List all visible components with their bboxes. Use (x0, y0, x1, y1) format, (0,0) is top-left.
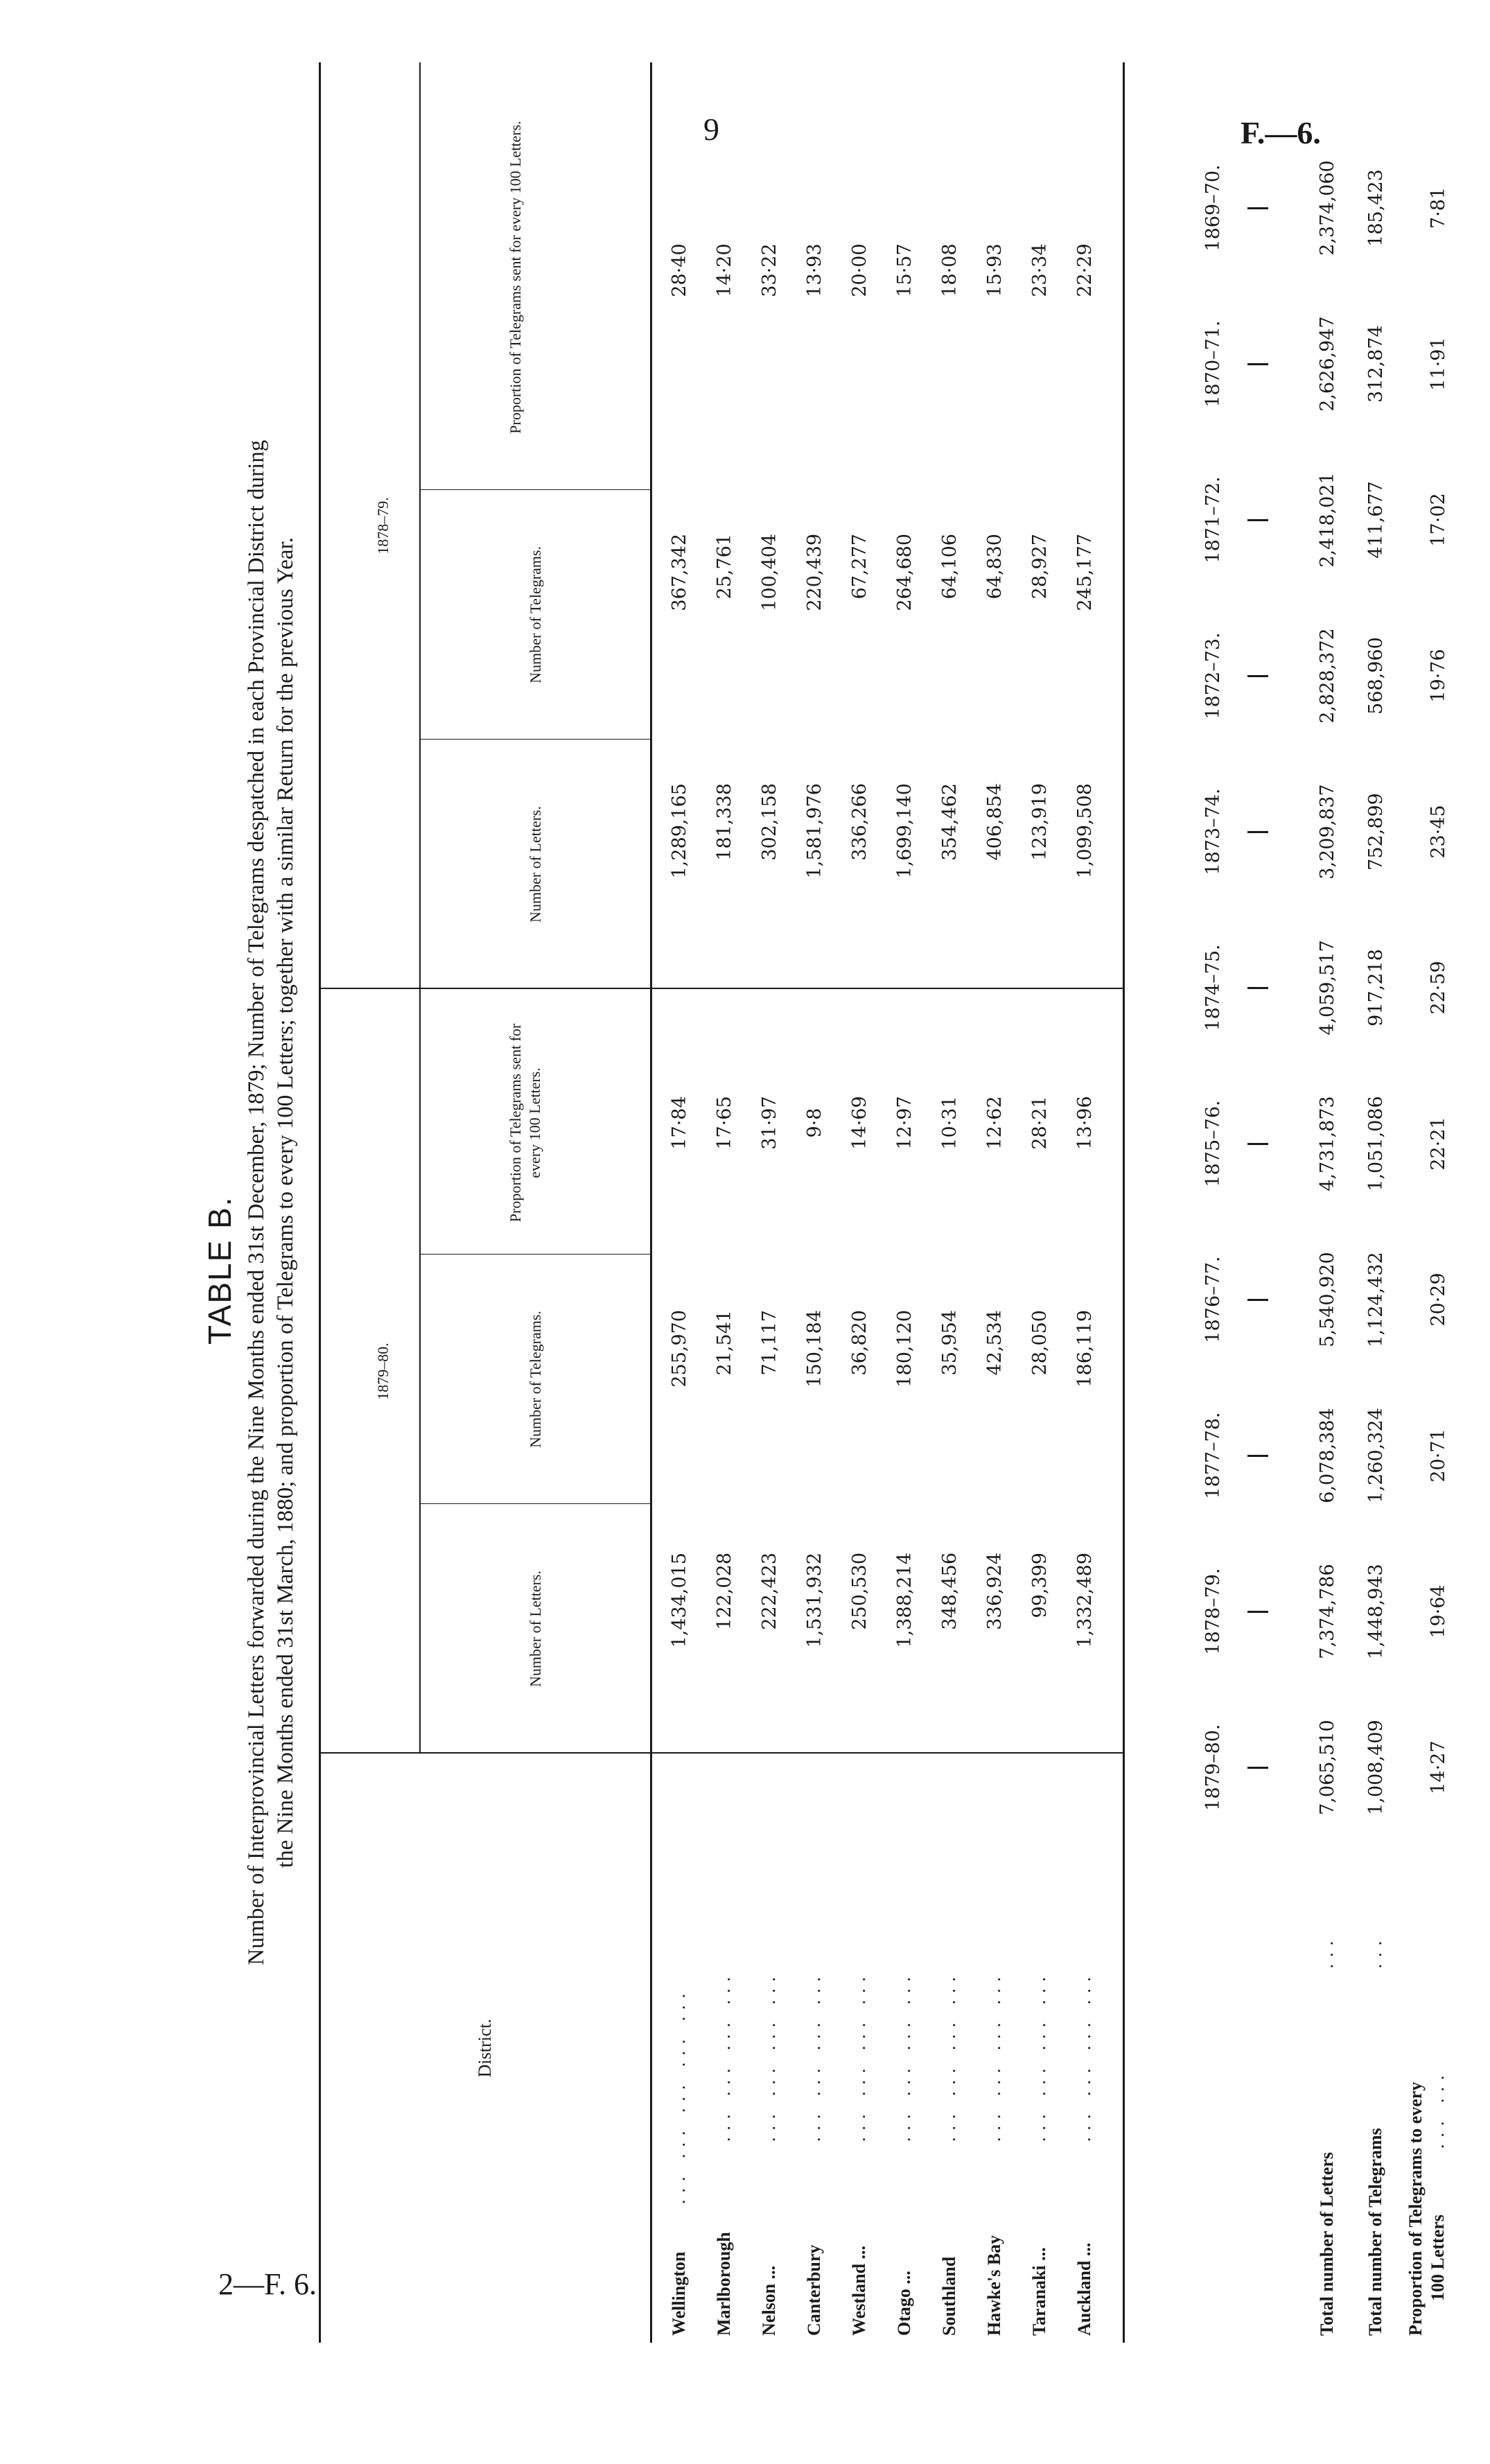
year-dash (1247, 1299, 1268, 1301)
cell-letters-1878: 1,699,140 (894, 783, 915, 879)
cell-telegrams-1879: 42,534 (984, 1310, 1006, 1376)
cell-letters-1878: 354,462 (939, 783, 961, 861)
cell-telegrams-1879: 150,184 (804, 1310, 825, 1388)
summary-cell: 1,051,086 (1365, 1096, 1387, 1191)
cell-proportion-1879: 17·84 (669, 1096, 690, 1150)
cell-proportion-1879: 14·69 (849, 1096, 870, 1150)
cell-proportion-1879: 17·65 (714, 1096, 735, 1150)
col-header-letters-1878: Number of Letters. (527, 806, 544, 923)
district-name: Southland (939, 2256, 959, 2336)
summary-cell: 917,218 (1365, 949, 1387, 1026)
leader-dots: ... ... ... ... (1029, 1970, 1049, 2142)
cell-telegrams-1878: 28,927 (1029, 534, 1051, 600)
cell-proportion-1879: 12·97 (894, 1096, 915, 1150)
cell-proportion-1878: 18·08 (939, 243, 961, 297)
cell-letters-1878: 1,099,508 (1074, 783, 1096, 879)
summary-cell: 7,374,786 (1317, 1564, 1338, 1659)
summary-cell: 17·02 (1428, 493, 1449, 547)
summary-cell: 19·64 (1428, 1584, 1449, 1639)
district-name: Taranaki ... (1029, 2247, 1049, 2336)
cell-letters-1879: 122,028 (714, 1553, 735, 1630)
cell-telegrams-1878: 100,404 (759, 534, 780, 611)
summary-cell: 20·71 (1428, 1428, 1449, 1483)
summary-cell: 14·27 (1428, 1740, 1449, 1794)
summary-year-header: 1870–71. (1202, 320, 1224, 408)
cell-letters-1879: 222,423 (759, 1553, 780, 1630)
cell-telegrams-1879: 21,541 (714, 1310, 735, 1376)
group-header-1879-80: 1879–80. (374, 1343, 392, 1400)
summary-cell: 23·45 (1428, 805, 1449, 859)
cell-letters-1879: 1,531,932 (804, 1553, 825, 1648)
leader-dots: ... (1317, 1934, 1337, 1968)
summary-cell: 4,059,517 (1317, 940, 1338, 1036)
table-top-rule (319, 62, 321, 2343)
rotated-table-page (201, 62, 1490, 2343)
leader-dots: ... ... ... ... (714, 1970, 734, 2142)
summary-cell: 568,960 (1365, 637, 1387, 715)
summary-year-header: 1873–74. (1202, 788, 1224, 875)
summary-cell: 7·81 (1428, 186, 1449, 229)
cell-letters-1878: 123,919 (1029, 783, 1051, 861)
cell-proportion-1879: 28·21 (1029, 1096, 1051, 1150)
district-name: Westland ... (849, 2245, 869, 2336)
cell-proportion-1879: 9·8 (804, 1108, 825, 1138)
summary-row-label-cont: 100 Letters (1428, 2214, 1448, 2301)
summary-row-label: Total number of Telegrams (1365, 2128, 1385, 2336)
summary-cell: 22·59 (1428, 961, 1449, 1015)
cell-proportion-1878: 13·93 (804, 243, 825, 297)
cell-telegrams-1878: 64,106 (939, 534, 961, 600)
cell-proportion-1878: 20·00 (849, 243, 870, 297)
cell-letters-1879: 336,924 (984, 1553, 1006, 1630)
cell-letters-1879: 1,332,489 (1074, 1553, 1096, 1648)
cell-telegrams-1879: 35,954 (939, 1310, 961, 1376)
group-header-rule (419, 62, 421, 1754)
leader-dots: ... ... ... ... ... (669, 1986, 689, 2204)
summary-cell: 185,423 (1365, 169, 1387, 247)
table-title: TABLE B. (202, 1196, 238, 1345)
cell-proportion-1879: 31·97 (759, 1096, 780, 1150)
cell-telegrams-1879: 180,120 (894, 1310, 915, 1388)
cell-telegrams-1878: 67,277 (849, 534, 870, 600)
summary-cell: 2,374,060 (1317, 160, 1338, 256)
col-header-telegrams-1878: Number of Telegrams. (527, 546, 544, 683)
summary-cell: 2,828,372 (1317, 628, 1338, 724)
summary-cell: 752,899 (1365, 793, 1387, 871)
summary-cell: 2,626,947 (1317, 316, 1338, 412)
summary-cell: 7,065,510 (1317, 1720, 1338, 1815)
cell-proportion-1878: 23·34 (1029, 243, 1051, 297)
summary-year-header: 1877–78. (1202, 1412, 1224, 1499)
year-dash (1247, 363, 1268, 365)
year-dash (1247, 207, 1268, 209)
cell-letters-1878: 302,158 (759, 783, 780, 861)
leader-dots: ... (1365, 1934, 1385, 1968)
cell-telegrams-1878: 64,830 (984, 534, 1006, 600)
col-header-proportion-1879: Proportion of Telegrams sent for every 100 Letters. (507, 1023, 543, 1223)
year-dash (1247, 1767, 1268, 1769)
col-header-letters-1879: Number of Letters. (527, 1571, 544, 1687)
table-bottom-rule (1123, 62, 1125, 2343)
summary-year-header: 1872–73. (1202, 632, 1224, 719)
year-dash (1247, 987, 1268, 989)
cell-letters-1878: 406,854 (984, 783, 1006, 861)
district-name: Marlborough (714, 2232, 734, 2336)
summary-cell: 1,448,943 (1365, 1564, 1387, 1659)
year-dash (1247, 1455, 1268, 1457)
district-name: Wellington (669, 2251, 689, 2336)
summary-year-header: 1879–80. (1202, 1724, 1224, 1811)
caption-line-1: Number of Interprovincial Letters forwarded during the Nine Months ended 31st December, 1879; Number of Telegrams despatched in each Provincial District during (244, 439, 269, 1966)
cell-letters-1879: 99,399 (1029, 1553, 1051, 1618)
caption-line-2: the Nine Months ended 31st March, 1880; and proportion of Telegrams to every 100 Letters; together with a similar Return for the previous Year. (273, 537, 298, 1868)
cell-telegrams-1879: 28,050 (1029, 1310, 1051, 1376)
cell-letters-1879: 250,530 (849, 1553, 870, 1630)
year-dash (1247, 1143, 1268, 1145)
cell-letters-1879: 348,456 (939, 1553, 961, 1630)
col-header-proportion-1878: Proportion of Telegrams sent for every 100 Letters. (507, 121, 524, 434)
district-name: Canterbury (804, 2244, 824, 2336)
year-dash (1247, 675, 1268, 677)
district-header: District. (475, 2018, 495, 2078)
leader-dots: ... ... ... ... (894, 1970, 914, 2142)
summary-year-header: 1878–79. (1202, 1568, 1224, 1655)
leader-dots: ... ... ... ... (849, 1970, 869, 2142)
cell-proportion-1879: 10·31 (939, 1096, 961, 1150)
cell-proportion-1878: 28·40 (669, 243, 690, 297)
district-name: Auckland ... (1074, 2242, 1094, 2336)
cell-letters-1879: 1,388,214 (894, 1553, 915, 1648)
summary-cell: 411,677 (1365, 481, 1387, 559)
summary-cell: 1,260,324 (1365, 1408, 1387, 1503)
group-header-1878-79: 1878–79. (374, 497, 392, 554)
cell-telegrams-1878: 264,680 (894, 534, 915, 611)
year-dash (1247, 831, 1268, 833)
leader-dots: ... ... (1428, 2068, 1448, 2149)
cell-letters-1879: 1,434,015 (669, 1553, 690, 1648)
cell-telegrams-1878: 25,761 (714, 534, 735, 600)
cell-telegrams-1879: 255,970 (669, 1310, 690, 1388)
summary-year-header: 1869–70. (1202, 164, 1224, 252)
leader-dots: ... ... ... ... (939, 1970, 959, 2142)
district-name: Hawke's Bay (984, 2235, 1004, 2336)
page-number: 9 (703, 112, 719, 147)
year-dash (1247, 519, 1268, 521)
summary-year-header: 1871–72. (1202, 476, 1224, 563)
cell-proportion-1878: 33·22 (759, 243, 780, 297)
cell-telegrams-1878: 367,342 (669, 534, 690, 611)
cell-letters-1878: 1,581,976 (804, 783, 825, 879)
cell-proportion-1878: 15·93 (984, 243, 1006, 297)
col-header-telegrams-1879: Number of Telegrams. (527, 1311, 544, 1448)
summary-row-label: Total number of Letters (1317, 2151, 1337, 2336)
cell-telegrams-1879: 71,117 (759, 1310, 780, 1376)
cell-letters-1878: 181,338 (714, 783, 735, 861)
cell-proportion-1878: 15·57 (894, 243, 915, 297)
cell-proportion-1879: 12·62 (984, 1096, 1006, 1150)
cell-telegrams-1878: 245,177 (1074, 534, 1096, 611)
cell-letters-1878: 1,289,165 (669, 783, 690, 879)
leader-dots: ... ... ... ... (759, 1970, 779, 2142)
summary-year-header: 1876–77. (1202, 1256, 1224, 1343)
summary-cell: 20·29 (1428, 1273, 1449, 1327)
district-name: Nelson ... (759, 2265, 779, 2336)
document-reference: F.—6. (1241, 115, 1321, 150)
leader-dots: ... ... ... ... (804, 1970, 824, 2142)
leader-dots: ... ... ... ... (1074, 1970, 1094, 2142)
year-divider (319, 988, 1123, 989)
summary-cell: 312,874 (1365, 325, 1387, 403)
header-bottom-rule (650, 62, 652, 2343)
summary-cell: 19·76 (1428, 649, 1449, 703)
year-dash (1247, 1611, 1268, 1613)
cell-proportion-1878: 14·20 (714, 243, 735, 297)
district-divider (319, 1752, 1123, 1754)
cell-letters-1878: 336,266 (849, 783, 870, 861)
summary-cell: 3,209,837 (1317, 784, 1338, 880)
cell-telegrams-1878: 220,439 (804, 534, 825, 611)
cell-telegrams-1879: 36,820 (849, 1310, 870, 1376)
summary-year-header: 1874–75. (1202, 944, 1224, 1031)
summary-cell: 6,078,384 (1317, 1408, 1338, 1503)
summary-cell: 2,418,021 (1317, 472, 1338, 568)
district-name: Otago ... (894, 2271, 914, 2336)
summary-cell: 1,008,409 (1365, 1720, 1387, 1815)
summary-cell: 22·21 (1428, 1117, 1449, 1171)
summary-row-label: Proportion of Telegrams to every (1405, 2081, 1426, 2336)
summary-year-header: 1875–76. (1202, 1100, 1224, 1187)
cell-proportion-1878: 22·29 (1074, 243, 1096, 297)
summary-cell: 5,540,920 (1317, 1252, 1338, 1347)
footer-signature: 2—F. 6. (218, 2267, 317, 2301)
summary-cell: 4,731,873 (1317, 1096, 1338, 1191)
leader-dots: ... ... ... ... (984, 1970, 1004, 2142)
cell-proportion-1879: 13·96 (1074, 1096, 1096, 1150)
summary-cell: 11·91 (1428, 337, 1449, 391)
summary-cell: 1,124,432 (1365, 1252, 1387, 1347)
cell-telegrams-1879: 186,119 (1074, 1310, 1096, 1388)
